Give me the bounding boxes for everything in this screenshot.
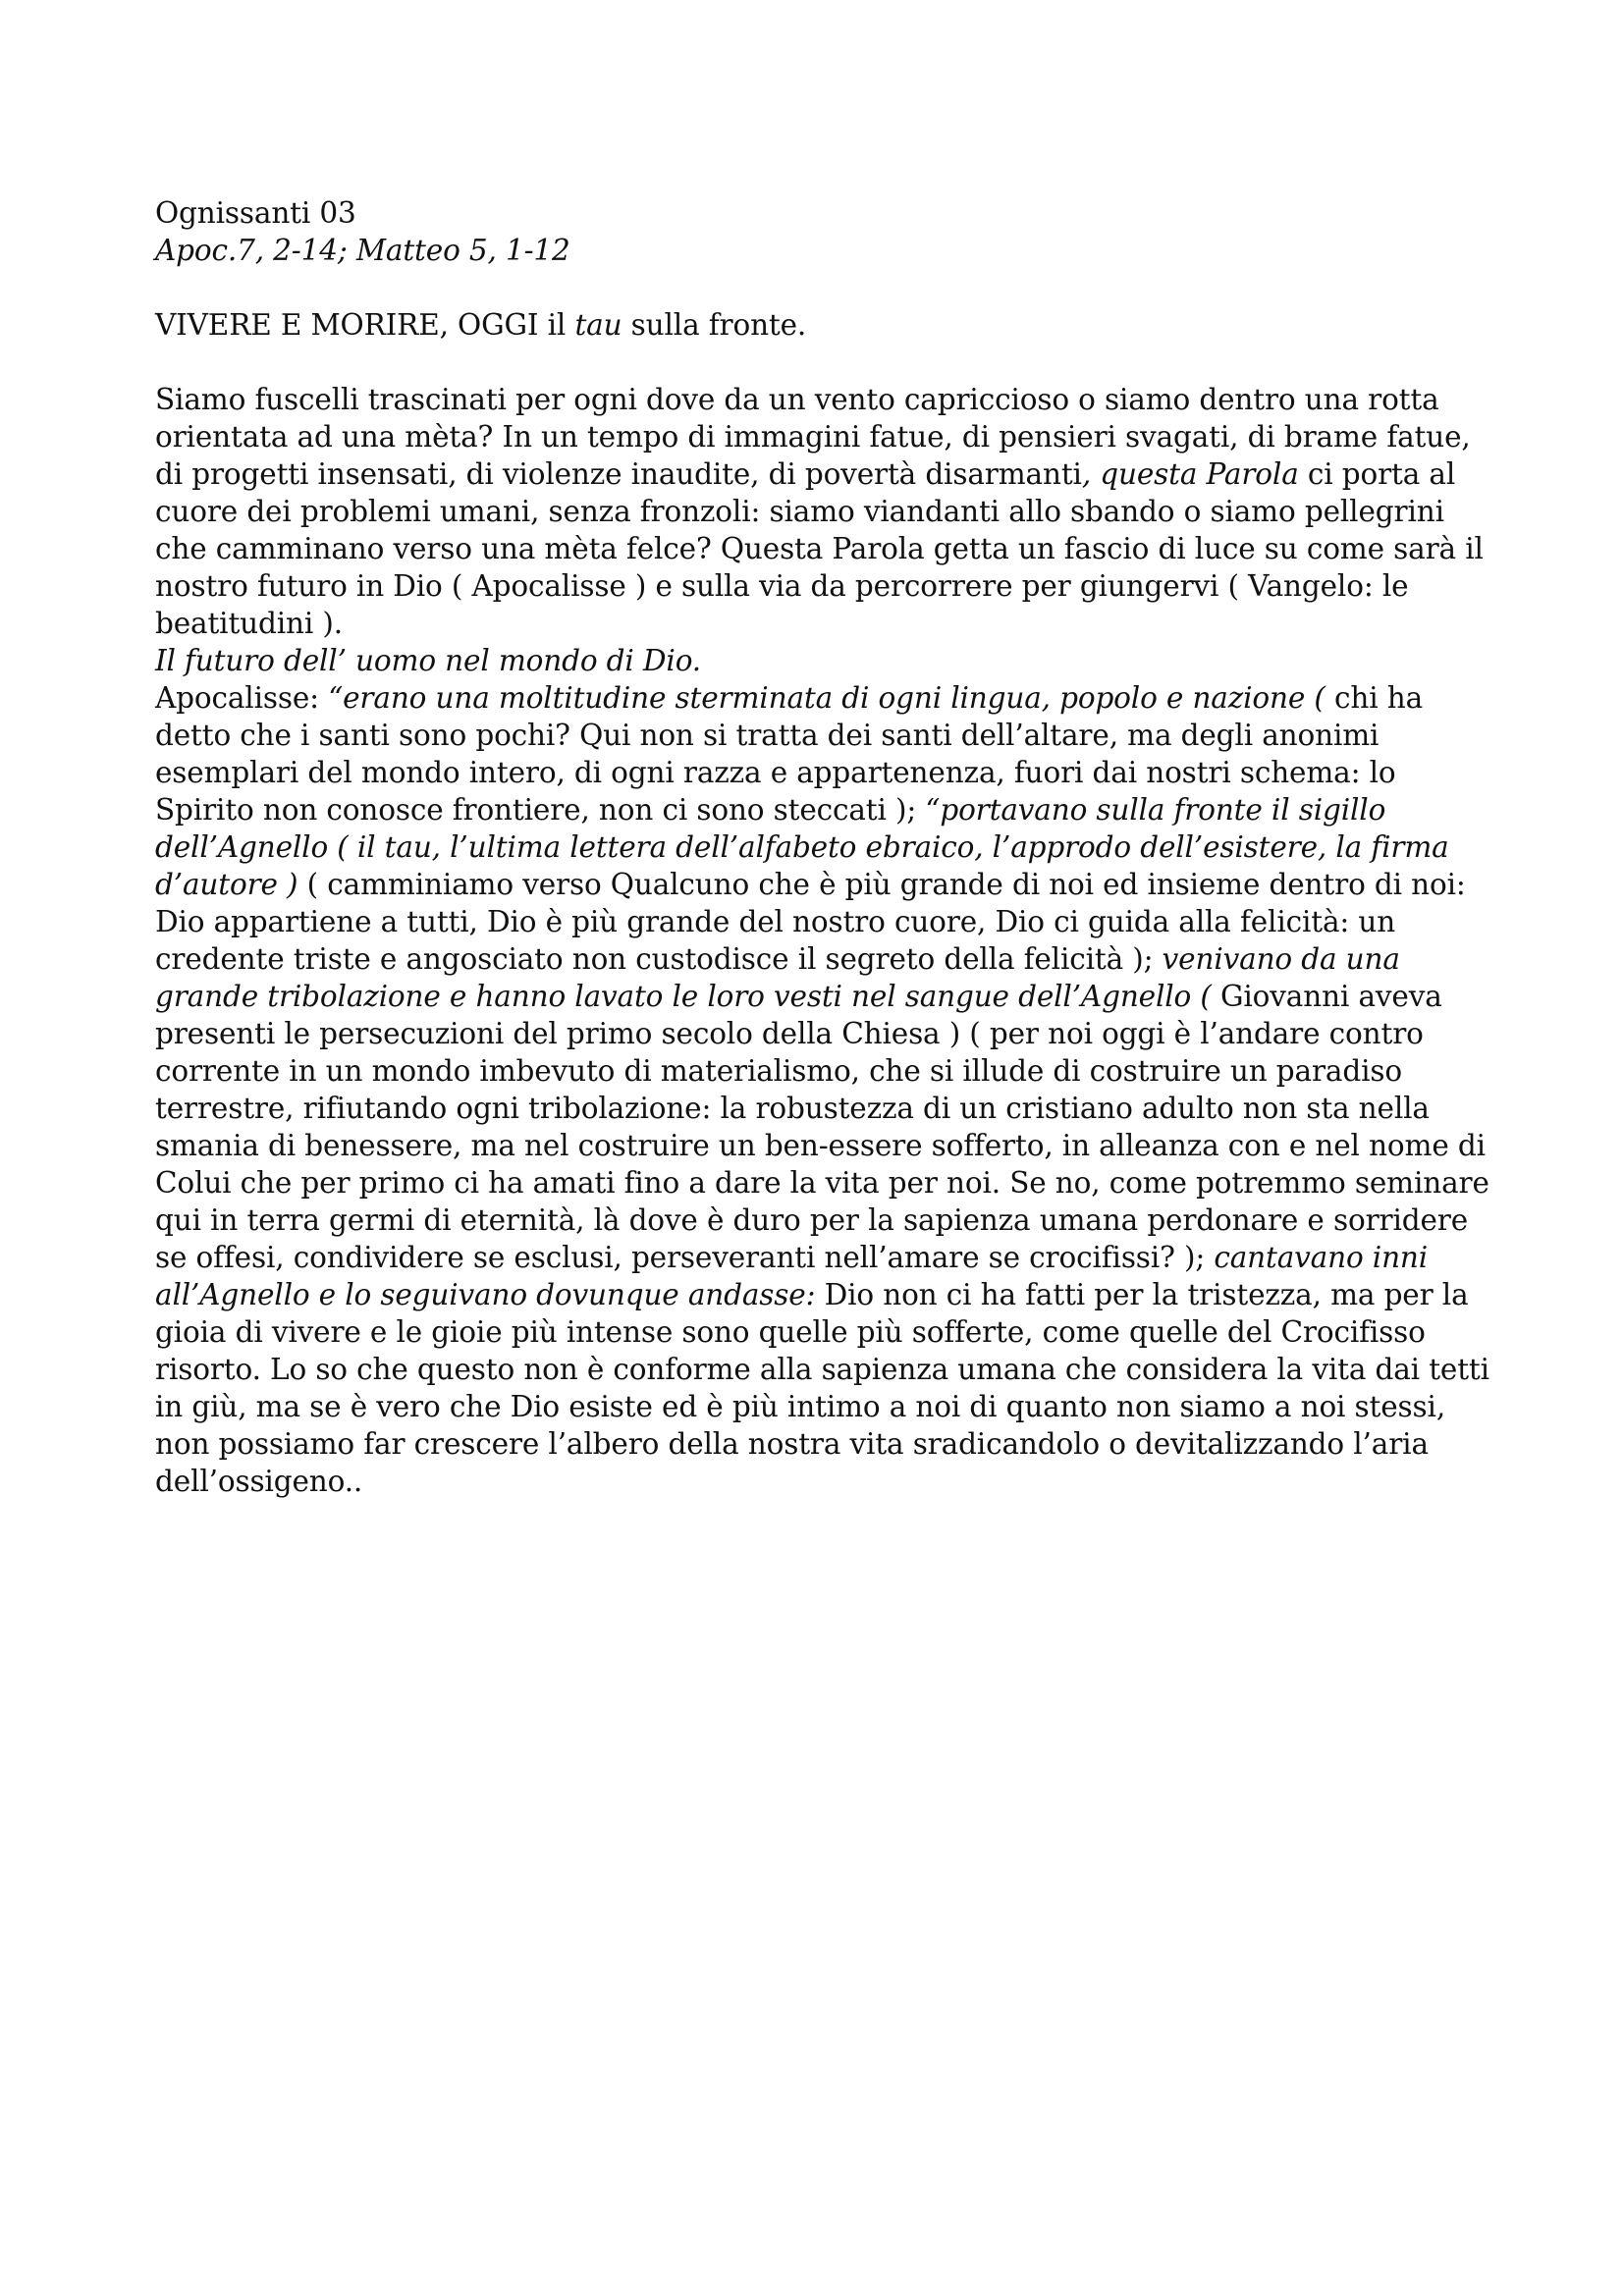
text-line [155,903,1490,940]
text-line [155,1276,1490,1313]
text-run: Giovanni aveva [1211,980,1442,1013]
heading-italic: tau [574,308,622,342]
text-line [155,1388,1490,1425]
italic-text: cantavano inni [1214,1241,1429,1274]
text-run: risorto. Lo so che questo non è conforme alla sapienza umana che considera la vita dai tetti [155,1353,1489,1386]
text-run: qui in terra germi di eternità, là dove è duro per la sapienza umana perdonare e sorridere [155,1203,1469,1237]
text-run: gioia di vivere e le gioie più intense sono quelle più sofferte, come quelle del Crocifisso [155,1315,1426,1349]
text-line [155,828,1490,866]
text-line [155,1313,1490,1351]
text-run: Colui che per primo ci ha amati fino a dare la vita per noi. Se no, come potremmo seminare [155,1166,1489,1200]
text-run: orientata ad una mèta? In un tempo di immagini fatue, di pensieri svagati, di brame fatue, [155,420,1471,454]
text-run: presenti le persecuzioni del primo secolo della Chiesa ) ( per noi oggi è l’andare contro [155,1017,1424,1050]
text-run: ( camminiamo verso Qualcuno che è più grande di noi ed insieme dentro di noi: [298,868,1466,901]
text-run: chi ha [1325,681,1424,715]
text-run: nostro futuro in Dio ( Apocalisse ) e sulla via da percorrere per giungervi ( Vangelo: le [155,569,1409,603]
text-line [155,1463,1490,1500]
text-line [155,1090,1490,1127]
text-line [155,642,1490,679]
text-run: Apocalisse: [155,681,329,715]
text-run: che camminano verso una mèta felce? Questa Parola getta un fascio di luce su come sarà il [155,532,1484,565]
italic-text: “erano una moltitudine sterminata di ogni lingua, popolo e nazione ( [328,681,1325,715]
text-line [155,381,1490,418]
spacer [155,344,1490,381]
text-run: di progetti insensati, di violenze inaudite, di povertà disarmanti [155,457,1082,491]
text-line [155,679,1490,717]
text-run: smania di benessere, ma nel costruire un ben-essere sofferto, in alleanza con e nel nome di [155,1129,1486,1162]
text-run: se offesi, condividere se esclusi, perseveranti nell’amare se crocifissi? ); [155,1241,1215,1274]
text-run: terrestre, rifiutando ogni tribolazione: la robustezza di un cristiano adulto non sta nella [155,1092,1430,1125]
readings-reference [155,232,1490,269]
italic-text: dell’Agnello ( il tau, l’ultima lettera dell’alfabeto ebraico, l’approdo dell’esistere, la firma [155,830,1449,864]
italic-text: d’autore ) [155,868,298,901]
body-paragraph [155,381,1490,1500]
text-line [155,1239,1490,1276]
text-line [155,1015,1490,1052]
text-run: Dio non ci ha fatti per la tristezza, ma per la [815,1278,1469,1311]
text-line [155,1351,1490,1388]
text-run: Siamo fuscelli trascinati per ogni dove da un vento capriccioso o siamo dentro una rotta [155,383,1439,416]
text-line [155,940,1490,978]
italic-text: grande tribolazione e hanno lavato le loro vesti nel sangue dell’Agnello ( [155,980,1212,1013]
italic-text: , questa Parola [1081,457,1299,491]
text-run: cuore dei problemi umani, senza fronzoli: siamo viandanti allo sbando o siamo pellegrini [155,495,1444,528]
text-run: detto che i santi sono pochi? Qui non si tratta dei santi dell’altare, ma degli anonimi [155,719,1380,752]
text-run: non possiamo far crescere l’albero della nostra vita sradicandolo o devitalizzando l’aria [155,1427,1429,1461]
text-run: beatitudini ). [155,607,343,640]
readings-text: Apoc.7, 2-14; Matteo 5, 1-12 [155,234,570,267]
text-line [155,1425,1490,1463]
text-line [155,493,1490,530]
document-title: Ognissanti 03 [155,196,356,230]
text-line [155,1201,1490,1239]
text-run: credente triste e angosciato non custodisce il segreto della felicità ); [155,942,1163,976]
spacer [155,269,1490,306]
text-line [155,530,1490,567]
text-line [155,1127,1490,1164]
text-line [155,1052,1490,1090]
heading-main: VIVERE E MORIRE, OGGI il [155,308,575,342]
section-heading [155,306,1490,344]
text-run: in giù, ma se è vero che Dio esiste ed è più intimo a noi di quanto non siamo a noi stessi, [155,1390,1446,1423]
text-run: ci porta al [1298,457,1456,491]
italic-text: “portavano sulla fronte il sigillo [925,793,1386,827]
text-line [155,717,1490,754]
document-body [155,194,1490,1500]
text-line [155,567,1490,605]
text-line [155,866,1490,903]
heading-tail: sulla fronte. [622,308,807,342]
text-run: dell’ossigeno.. [155,1465,363,1498]
text-line [155,418,1490,455]
italic-text: Il futuro dell’ uomo nel mondo di Dio. [155,644,702,677]
text-run: Spirito non conosce frontiere, non ci sono steccati ); [155,793,926,827]
text-run: corrente in un mondo imbevuto di materialismo, che si illude di costruire un paradiso [155,1054,1402,1088]
text-line [155,978,1490,1015]
text-line [155,754,1490,791]
text-run: Dio appartiene a tutti, Dio è più grande del nostro cuore, Dio ci guida alla felicità: un [155,905,1396,938]
text-line [155,1164,1490,1201]
text-run: esemplari del mondo intero, di ogni razza e appartenenza, fuori dai nostri schema: lo [155,756,1396,789]
text-line [155,605,1490,642]
italic-text: all’Agnello e lo seguivano dovunque andasse: [155,1278,816,1311]
text-line [155,791,1490,828]
italic-text: venivano da una [1162,942,1400,976]
text-line [155,455,1490,493]
